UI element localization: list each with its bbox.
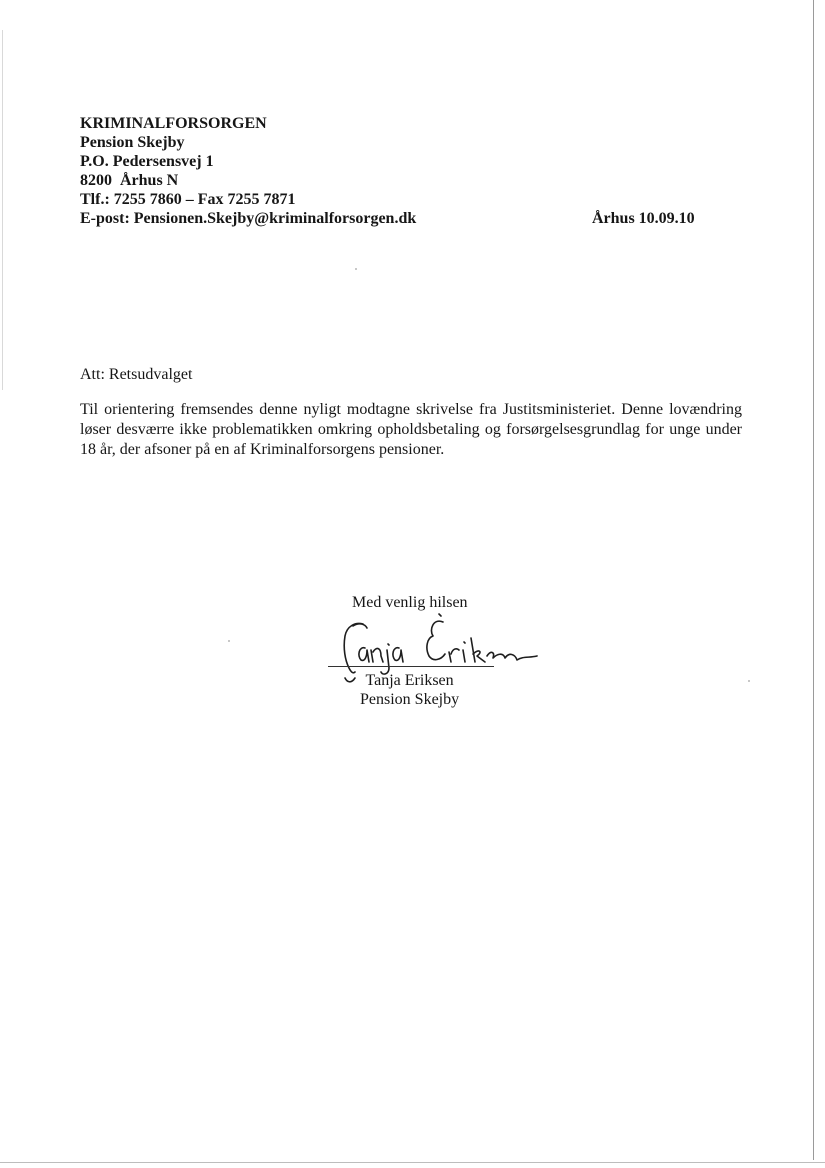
- signature-line: [328, 666, 494, 667]
- signer-block: [360, 671, 459, 709]
- closing-salutation: Med venlig hilsen: [352, 594, 468, 611]
- sender-unit: Pension Skejby: [80, 134, 185, 151]
- signer-unit: Pension Skejby: [360, 691, 460, 708]
- sender-organization: KRIMINALFORSORGEN: [80, 115, 267, 132]
- scan-speck: [748, 680, 750, 682]
- letter-body: Til orientering fremsendes denne nyligt modtagne skrivelse fra Justitsministeriet. Denne lovændring løser desværre ikke problematikken omkring opholdsbetaling og forsørgelsesgrundlag for unge under 18 år, der afsoner på en af Kriminalforsorgens pensioner.: [80, 401, 742, 458]
- scan-edge-bottom: [0, 1162, 825, 1163]
- sender-address: P.O. Pedersensvej 1: [80, 153, 214, 170]
- sender-phone-fax: Tlf.: 7255 7860 – Fax 7255 7871: [80, 191, 296, 208]
- sender-email: E-post: Pensionen.Skejby@kriminalforsorgen.dk: [80, 210, 417, 227]
- scan-edge-left: [2, 30, 3, 390]
- sender-postal: 8200 Århus N: [80, 172, 179, 189]
- signer-name: Tanja Eriksen: [365, 672, 454, 689]
- attention-line: Att: Retsudvalget: [80, 366, 193, 383]
- scan-speck: [355, 268, 357, 270]
- scan-edge-right: [813, 0, 814, 1160]
- sender-block: [80, 114, 416, 228]
- scan-speck: [228, 640, 230, 642]
- letter-date: Århus 10.09.10: [592, 210, 695, 227]
